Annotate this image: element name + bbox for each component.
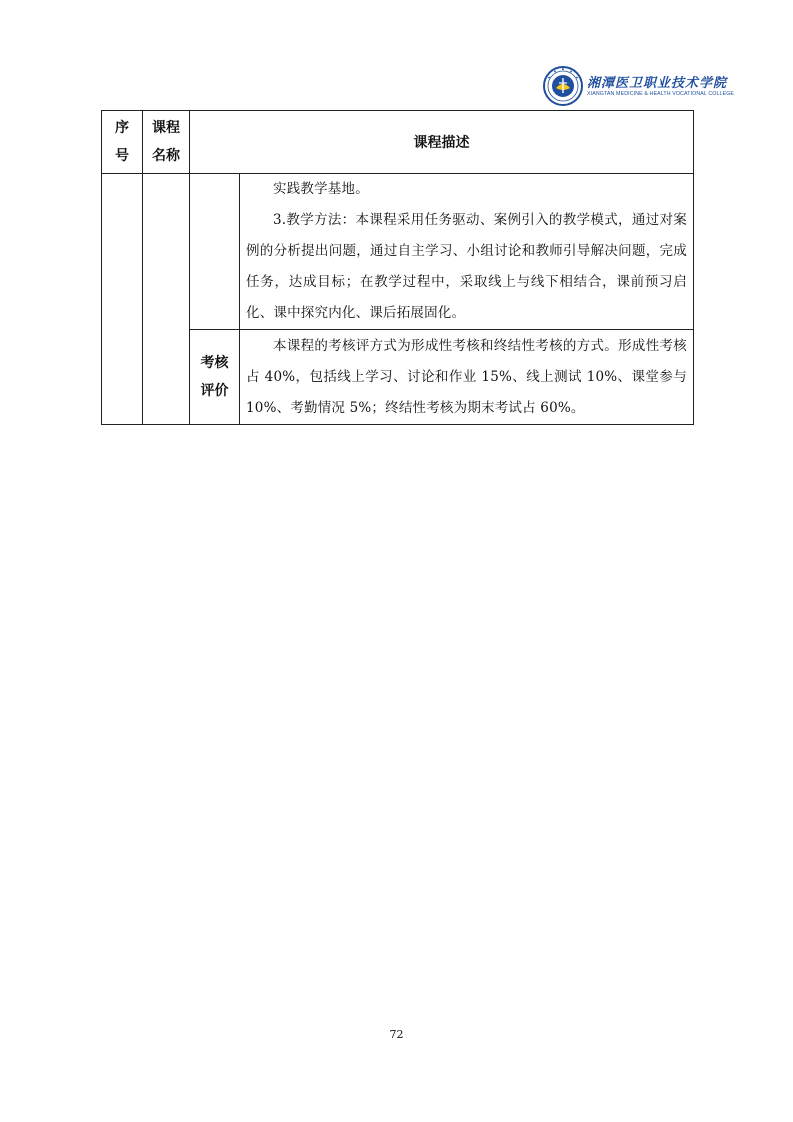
college-name: 湘潭医卫职业技术学院 <box>587 76 728 91</box>
assessment-paragraph: 本课程的考核评方式为形成性考核和终结性考核的方式。形成性考核占 40%，包括线上学习、讨论和作业 15%、线上测试 10%、课堂参与 10%、考勤情况 5%；终结性考核为期末考试占 60%。 <box>246 337 687 416</box>
description-cell <box>240 174 694 330</box>
course-table <box>101 110 694 425</box>
course-name-cell <box>143 174 190 425</box>
table-row <box>102 174 694 330</box>
header-name-line1: 课程 <box>152 120 180 136</box>
table-row <box>102 330 694 425</box>
college-emblem-icon <box>543 66 583 106</box>
header-index-line2: 号 <box>115 148 129 164</box>
assessment-label-line2: 评价 <box>200 383 229 399</box>
page-number: 72 <box>389 1028 404 1041</box>
table-header-row <box>102 111 694 174</box>
college-logo <box>543 66 735 106</box>
assessment-label <box>190 330 240 425</box>
assessment-label-line1: 考核 <box>200 355 229 371</box>
assessment-description-cell <box>240 330 694 425</box>
header-index-line1: 序 <box>115 120 129 136</box>
description-continued: 实践教学基地。 <box>273 181 369 197</box>
college-english-name: XIANGTAN MEDICINE & HEALTH VOCATIONAL COLLEGE <box>587 91 735 97</box>
sub-label-cell <box>190 174 240 330</box>
header-course-name <box>143 111 190 174</box>
teaching-method-paragraph: 3.教学方法：本课程采用任务驱动、案例引入的教学模式，通过对案例的分析提出问题，通过自主学习、小组讨论和教师引导解决问题，完成任务，达成目标；在教学过程中，采取线上与线下相结合，课前预习启化、课中探究内化、课后拓展固化。 <box>246 212 687 321</box>
index-cell <box>102 174 143 425</box>
header-description: 课程描述 <box>190 111 694 174</box>
header-name-line2: 名称 <box>152 148 180 164</box>
header-index <box>102 111 143 174</box>
